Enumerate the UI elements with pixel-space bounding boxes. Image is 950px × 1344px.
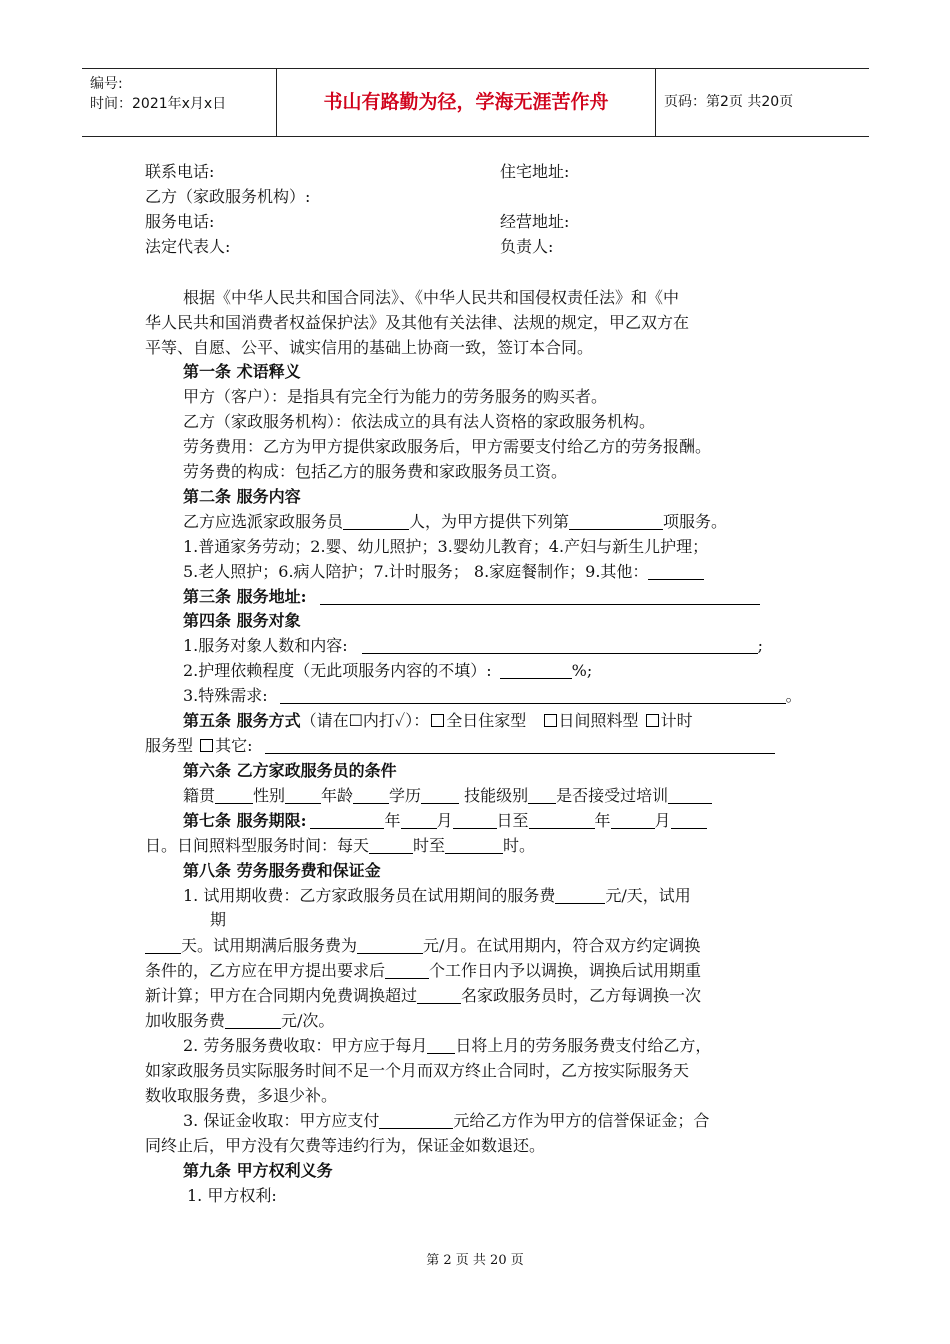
home-address-label: 住宅地址:: [500, 162, 570, 181]
article-2-title: 第二条 服务内容: [183, 487, 301, 506]
article-5-line-2: [145, 734, 775, 758]
article-8-para-1-line: 期: [210, 910, 227, 929]
article-8-para-1-line: [145, 959, 701, 983]
blank-field[interactable]: [427, 1036, 455, 1054]
blank-field[interactable]: [265, 736, 775, 754]
article-7-line-1: [183, 809, 707, 833]
text-segment: 天。试用期满后服务费为: [181, 936, 358, 955]
option-label: 全日住家型: [446, 711, 527, 730]
blank-field[interactable]: [320, 587, 760, 605]
blank-field[interactable]: [648, 562, 704, 580]
article-9-line-1: 1. 甲方权利:: [187, 1186, 277, 1205]
article-3-title: 第三条 服务地址:: [183, 587, 307, 606]
text-segment: 新计算；甲方在合同期内免费调换超过: [145, 986, 418, 1005]
field-label: 是否接受过培训: [556, 786, 669, 805]
preamble-line: 平等、自愿、公平、诚实信用的基础上协商一致，签订本合同。: [145, 338, 594, 357]
text-segment: ;: [757, 636, 764, 655]
field-label: 技能级别: [464, 786, 529, 805]
checkbox[interactable]: [544, 714, 557, 727]
field-label: 籍贯: [183, 786, 216, 805]
article-4-line-3: [183, 684, 802, 708]
text-segment: 加收服务费: [145, 1011, 226, 1030]
article-3-line: [183, 585, 760, 609]
text-segment: 年: [594, 811, 611, 830]
text-segment: 日。日间照料型服务时间：每天: [145, 836, 370, 855]
article-7-title: 第七条 服务期限:: [183, 811, 307, 830]
phone-label: 联系电话:: [145, 162, 215, 181]
article-1-line: 劳务费用：乙方为甲方提供家政服务后，甲方需要支付给乙方的劳务报酬。: [183, 437, 712, 456]
article-8-para-1-line: [183, 884, 691, 908]
option-label: 其它:: [215, 736, 253, 755]
text-segment: 3. 保证金收取：甲方应支付: [183, 1111, 380, 1130]
text-segment: 乙方应选派家政服务员: [183, 512, 344, 531]
text-segment: 元/月。在试用期内，符合双方约定调换: [423, 936, 701, 955]
legal-rep-label: 法定代表人:: [145, 237, 231, 256]
article-4-line-2: [183, 659, 592, 683]
article-1-line: 劳务费的构成：包括乙方的服务费和家政服务员工资。: [183, 462, 568, 481]
blank-field[interactable]: [529, 811, 595, 829]
article-1-line: 甲方（客户）：是指具有完全行为能力的劳务服务的购买者。: [183, 387, 608, 406]
text-segment: 5.老人照护；6.病人陪护；7.计时服务； 8.家庭餐制作；9.其他：: [183, 562, 649, 581]
article-1-title: 第一条 术语释义: [183, 362, 301, 381]
article-5-line-1: [183, 709, 693, 733]
blank-field[interactable]: [362, 636, 758, 654]
checkbox[interactable]: [646, 714, 659, 727]
page-header: [82, 68, 869, 137]
text-segment: 条件的，乙方应在甲方提出要求后: [145, 961, 386, 980]
text-segment: 人，为甲方提供下列第: [409, 512, 570, 531]
article-8-para-1-line: [145, 1009, 334, 1033]
field-label: 性别: [253, 786, 286, 805]
preamble-line: 华人民共和国消费者权益保护法》及其他有关法律、法规的规定，甲乙双方在: [145, 313, 690, 332]
article-8-para-1-line: [145, 984, 701, 1008]
article-4-line-1: [183, 634, 763, 658]
text-segment: 1. 试用期收费：乙方家政服务员在试用期间的服务费: [183, 886, 556, 905]
blank-field[interactable]: [215, 786, 253, 804]
article-8-para-2-line: 如家政服务员实际服务时间不足一个月而双方终止合同时，乙方按实际服务天: [145, 1061, 690, 1080]
text-segment: 时至: [413, 836, 446, 855]
blank-field[interactable]: [280, 686, 786, 704]
blank-field[interactable]: [569, 512, 663, 530]
option-label: 服务型: [145, 736, 194, 755]
article-2-line-2: 1.普通家务劳动；2.婴、幼儿照护；3.婴幼儿教育；4.产妇与新生儿护理；: [183, 537, 709, 556]
page-footer: 第 2 页 共 20 页: [426, 1253, 524, 1268]
article-8-para-3-line: [183, 1109, 709, 1133]
checkbox[interactable]: [431, 714, 444, 727]
text-segment: 年: [384, 811, 401, 830]
blank-field[interactable]: [145, 936, 181, 954]
blank-field[interactable]: [343, 512, 409, 530]
date-label: 时间：2021年x月x日: [90, 96, 227, 112]
party-b-label: 乙方（家政服务机构）:: [145, 187, 311, 206]
text-segment: 日至: [496, 811, 529, 830]
article-9-title: 第九条 甲方权利义务: [183, 1161, 333, 1180]
blank-field[interactable]: [421, 786, 459, 804]
article-8-para-1-line: [145, 934, 700, 958]
checkbox[interactable]: [200, 739, 213, 752]
text-segment: （请在☐内打✓）：: [300, 711, 430, 730]
blank-field[interactable]: [500, 661, 572, 679]
blank-field[interactable]: [285, 786, 321, 804]
blank-field[interactable]: [453, 811, 497, 829]
blank-field[interactable]: [353, 786, 389, 804]
text-segment: 2. 劳务服务费收取：甲方应于每月: [183, 1036, 428, 1055]
blank-field[interactable]: [357, 936, 423, 954]
blank-field[interactable]: [668, 786, 712, 804]
blank-field[interactable]: [401, 811, 437, 829]
header-meta-cell: [82, 69, 277, 136]
option-label: 日间照料型: [558, 711, 639, 730]
blank-field[interactable]: [385, 961, 429, 979]
article-8-para-2-line: [183, 1034, 711, 1058]
text-segment: 月: [654, 811, 671, 830]
header-page-info: 页码：第2页 共20页: [664, 94, 794, 110]
text-segment: 1.服务对象人数和内容:: [183, 636, 348, 655]
blank-field[interactable]: [379, 1111, 453, 1129]
text-segment: 3.特殊需求:: [183, 686, 268, 705]
person-in-charge-label: 负责人:: [500, 237, 554, 256]
article-8-title: 第八条 劳务服务费和保证金: [183, 861, 381, 880]
article-5-title: 第五条 服务方式: [183, 711, 301, 730]
field-label: 年龄: [321, 786, 354, 805]
article-8-para-2-line: 数收取服务费，多退少补。: [145, 1086, 338, 1105]
blank-field[interactable]: [555, 886, 605, 904]
text-segment: 2.护理依赖程度（无此项服务内容的不填）:: [183, 661, 492, 680]
blank-field[interactable]: [671, 811, 707, 829]
text-segment: 名家政服务员时，乙方每调换一次: [461, 986, 702, 1005]
blank-field[interactable]: [417, 986, 461, 1004]
blank-field[interactable]: [611, 811, 655, 829]
article-7-line-2: [145, 834, 535, 858]
text-segment: 日将上月的劳务服务费支付给乙方，: [455, 1036, 712, 1055]
blank-field[interactable]: [225, 1011, 281, 1029]
blank-field[interactable]: [369, 836, 413, 854]
text-segment: 元给乙方作为甲方的信誉保证金；合: [453, 1111, 710, 1130]
option-label: 计时: [660, 711, 693, 730]
text-segment: 月: [436, 811, 453, 830]
text-segment: 元/次。: [281, 1011, 335, 1030]
text-segment: %;: [571, 661, 593, 680]
blank-field[interactable]: [528, 786, 556, 804]
text-segment: 。: [785, 686, 802, 705]
article-1-line: 乙方（家政服务机构）：依法成立的具有法人资格的家政服务机构。: [183, 412, 656, 431]
preamble-line: 根据《中华人民共和国合同法》、《中华人民共和国侵权责任法》和《中: [183, 288, 680, 307]
text-segment: 元/天，试用: [605, 886, 691, 905]
header-motto: 书山有路勤为径，学海无涯苦作舟: [277, 69, 656, 136]
article-6-fields: [183, 784, 712, 808]
blank-field[interactable]: [310, 811, 384, 829]
text-segment: 时。: [503, 836, 536, 855]
text-segment: 个工作日内予以调换，调换后试用期重: [429, 961, 702, 980]
serial-label: 编号:: [90, 76, 123, 92]
business-address-label: 经营地址:: [500, 212, 570, 231]
article-8-para-3-line: 同终止后，甲方没有欠费等违约行为，保证金如数退还。: [145, 1136, 546, 1155]
article-2-line-3: [183, 560, 704, 584]
article-4-title: 第四条 服务对象: [183, 611, 301, 630]
field-label: 学历: [389, 786, 422, 805]
blank-field[interactable]: [445, 836, 503, 854]
text-segment: 项服务。: [663, 512, 728, 531]
service-phone-label: 服务电话:: [145, 212, 215, 231]
article-2-line-1: [183, 510, 727, 534]
article-6-title: 第六条 乙方家政服务员的条件: [183, 761, 397, 780]
